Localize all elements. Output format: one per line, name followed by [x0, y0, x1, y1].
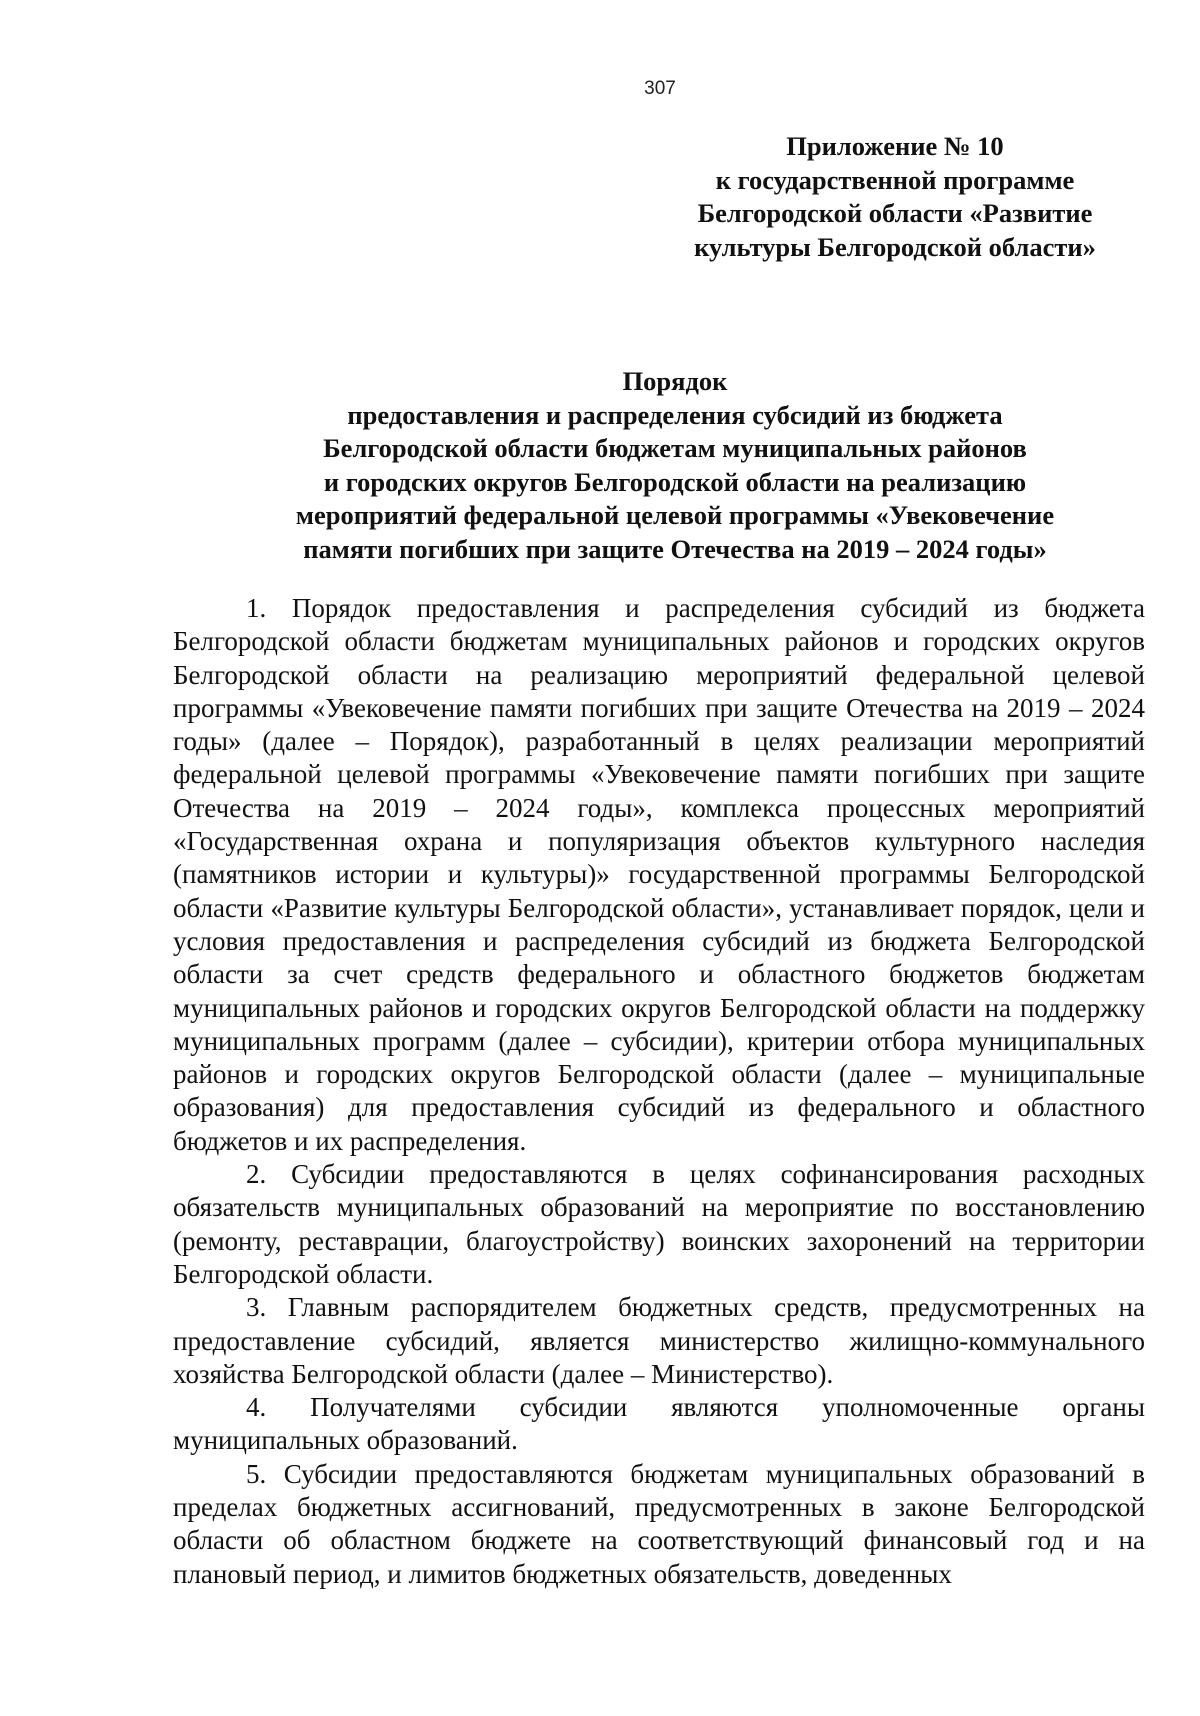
appendix-header: [660, 130, 1130, 264]
paragraph-2: 2. Субсидии предоставляются в целях софинансирования расходных обязательств муниципальных образований на мероприятие по восстановлению (ремонту, реставрации, благоустройству) воинских захоронений на территории Белгородской области.: [173, 1159, 1145, 1289]
title-line: и городских округов Белгородской области на реализацию: [323, 466, 1027, 497]
paragraph-4: 4. Получателями субсидии являются уполномоченные органы муниципальных образований.: [173, 1392, 1145, 1456]
title-heading: Порядок: [622, 366, 728, 396]
title-line: Белгородской области бюджетам муниципальных районов: [323, 433, 1027, 463]
title-line: предоставления и распределения субсидий из бюджета: [347, 399, 1003, 430]
page-number: 307: [644, 78, 676, 99]
title-line: памяти погибших при защите Отечества на 2019 – 2024 годы»: [303, 533, 1047, 564]
title-line: мероприятий федеральной целевой программы «Увековечение: [295, 500, 1055, 530]
appendix-line: культуры Белгородской области»: [694, 231, 1096, 262]
paragraph-5: 5. Субсидии предоставляются бюджетам муниципальных образований в пределах бюджетных ассигнований, предусмотренных в законе Белгородской области об областном бюджете на соответствующий финансовый год и на плановый период, и лимитов бюджетных обязательств, доведенных: [173, 1458, 1145, 1589]
paragraph-3: 3. Главным распорядителем бюджетных средств, предусмотренных на предоставление субсидий, является министерство жилищно-коммунального хозяйства Белгородской области (далее – Министерство).: [173, 1292, 1145, 1389]
paragraph-1: 1. Порядок предоставления и распределения субсидий из бюджета Белгородской области бюджетам муниципальных районов и городских округов Белгородской области на реализацию мероприятий федеральной целевой программы «Увековечение памяти погибших при защите Отечества на 2019 – 2024 годы» (далее – Порядок), разработанный в целях реализации мероприятий федеральной целевой программы «Увековечение памяти погибших при защите Отечества на 2019 – 2024 годы», комплекса процессных мероприятий «Государственная охрана и популяризация объектов культурного наследия (памятников истории и культуры)» государственной программы Белгородской области «Развитие культуры Белгородской области», устанавливает порядок, цели и условия предоставления и распределения субсидий из бюджета Белгородской области за счет средств федерального и областного бюджетов бюджетам муниципальных районов и городских округов Белгородской области на поддержку муниципальных программ (далее – субсидии), критерии отбора муниципальных районов и городских округов Белгородской области (далее – муниципальные образования) для предоставления субсидий из федерального и областного бюджетов и их распределения.: [173, 593, 1145, 1156]
document-body: [173, 592, 1145, 1591]
appendix-line: к государственной программе: [715, 164, 1075, 195]
appendix-line: Белгородской области «Развитие: [697, 198, 1093, 228]
document-title: [160, 365, 1190, 566]
appendix-line: Приложение № 10: [786, 131, 1004, 161]
